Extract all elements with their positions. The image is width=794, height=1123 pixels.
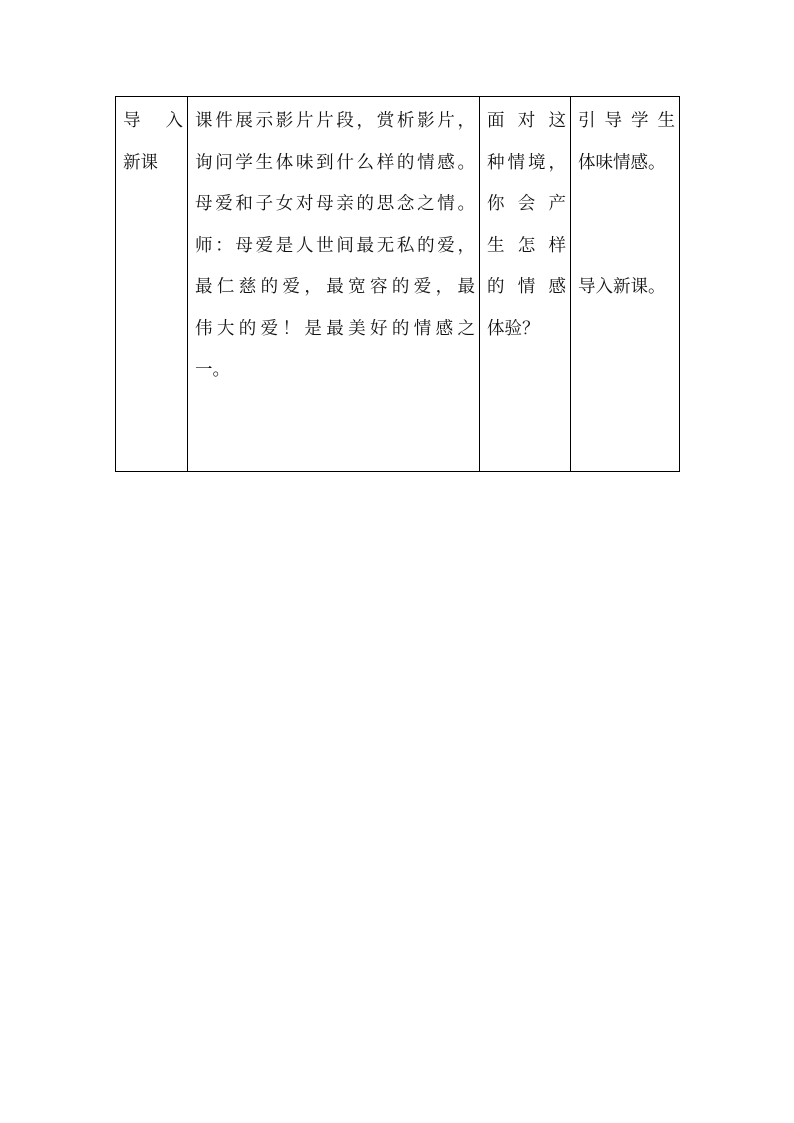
design-intent-cell [571, 97, 680, 472]
teacher-activity-line: 一。 [195, 360, 230, 380]
teacher-activity-line: 师：母爱是人世间最无私的爱， [195, 235, 475, 256]
teacher-activity-line: 课件展示影片片段，赏析影片， [195, 111, 475, 131]
stage-line: 导 入 [123, 111, 183, 131]
student-activity-cell [480, 97, 571, 472]
student-activity-line: 面对这 [487, 111, 566, 131]
student-activity-line: 你会产 [487, 194, 566, 214]
student-activity-line: 种情境， [487, 152, 566, 173]
stage-cell [116, 97, 188, 472]
student-activity-line: 生怎样 [487, 235, 566, 256]
spacer [578, 184, 675, 226]
design-intent-line: 导入新课。 [578, 277, 666, 297]
design-intent-line: 引导学生 [578, 111, 675, 131]
design-intent-line: 体味情感。 [578, 152, 666, 173]
spacer [578, 226, 675, 268]
table-row [116, 97, 680, 472]
lesson-plan-table [115, 96, 680, 472]
teacher-activity-line: 母爱和子女对母亲的思念之情。 [195, 194, 475, 214]
stage-line: 新课 [123, 152, 158, 173]
teacher-activity-cell [188, 97, 480, 472]
student-activity-line: 的情感 [487, 277, 566, 297]
teacher-activity-line: 伟大的爱！是最美好的情感之 [195, 318, 475, 339]
teacher-activity-line: 最仁慈的爱，最宽容的爱，最 [195, 277, 475, 297]
student-activity-line: 体验？ [487, 318, 540, 339]
teacher-activity-line: 询问学生体味到什么样的情感。 [195, 152, 475, 173]
